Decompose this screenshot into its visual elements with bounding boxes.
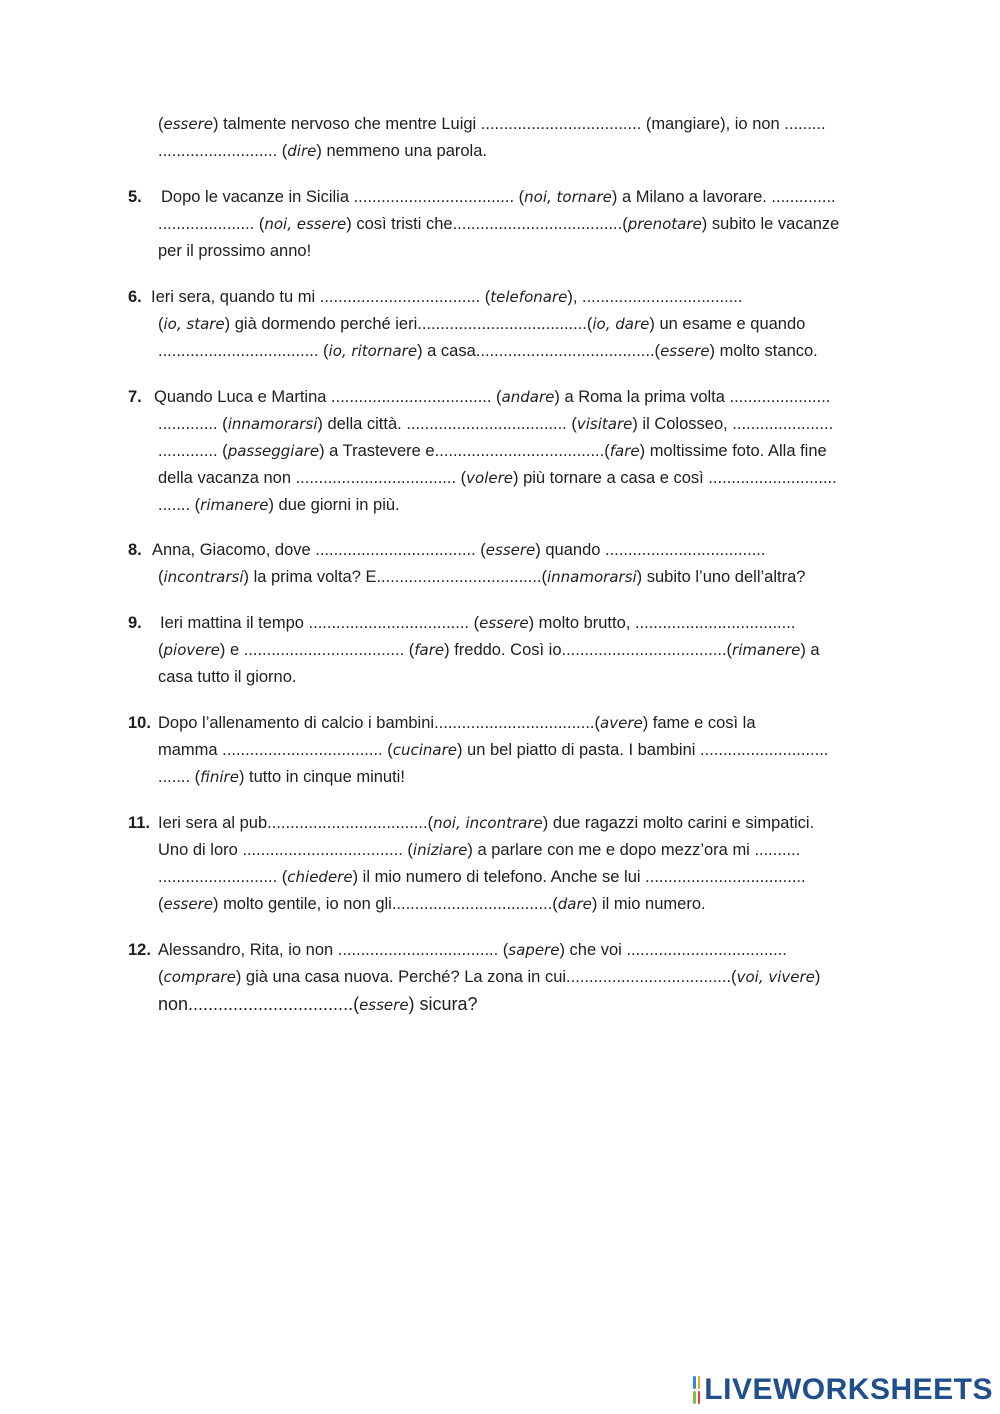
liveworksheets-logo-icon [693, 1376, 700, 1404]
sentence-text: della vacanza non ................................... ( [158, 469, 467, 487]
sentence-text: casa tutto il giorno. [158, 668, 297, 686]
sentence-text: ) a [800, 641, 820, 659]
sentence-text: ............. ( [158, 415, 228, 433]
verb-hint: voi, vivere [736, 968, 815, 986]
sentence-text: Alessandro, Rita, io non ................................... ( [158, 941, 509, 959]
exercise-line [158, 967, 820, 987]
exercise-number: 5. [128, 188, 142, 206]
sentence-text: Ieri mattina il tempo ................................... ( [160, 614, 480, 632]
exercise-line [158, 867, 806, 887]
exercise-line [158, 740, 828, 760]
sentence-text: non.................................( [158, 994, 360, 1014]
exercise-line [158, 840, 800, 860]
exercise-line [158, 414, 833, 434]
exercise-number: 7. [128, 388, 142, 406]
verb-hint: essere [485, 541, 536, 559]
exercise-line [158, 894, 706, 914]
exercise-number: 9. [128, 614, 142, 632]
sentence-text: ) più tornare a casa e così ............................ [513, 469, 837, 487]
verb-hint: innamorarsi [227, 415, 318, 433]
sentence-text: ) a parlare con me e dopo mezz’ora mi .......... [467, 841, 801, 859]
sentence-text: per il prossimo anno! [158, 242, 312, 260]
exercise-number: 10. [128, 714, 151, 732]
exercise-line [158, 468, 837, 488]
sentence-text: Dopo le vacanze in Sicilia ................................... ( [161, 188, 525, 206]
verb-hint: comprare [163, 968, 236, 986]
sentence-text: ) due ragazzi molto carini e simpatici. [542, 814, 815, 832]
liveworksheets-logo [693, 1372, 993, 1408]
sentence-text: ) il Colosseo, ...................... [632, 415, 834, 433]
verb-hint: volere [466, 469, 513, 487]
exercise-number: 11. [128, 814, 151, 832]
verb-hint: noi, incontrare [433, 814, 543, 832]
sentence-text: ) la prima volta? E....................................( [243, 568, 547, 586]
sentence-text: ) due giorni in più. [268, 496, 400, 514]
verb-hint: piovere [163, 641, 220, 659]
sentence-text: ) nemmeno una parola. [316, 142, 487, 160]
exercise-line [158, 141, 487, 161]
sentence-text: Ieri sera al pub...................................( [158, 814, 434, 832]
verb-hint: essere [359, 996, 409, 1014]
verb-hint: io, ritornare [328, 342, 418, 360]
verb-hint: finire [200, 768, 239, 786]
sentence-text: ) sicura? [408, 994, 478, 1014]
sentence-text: ) [814, 968, 821, 986]
verb-hint: essere [163, 115, 213, 133]
sentence-text: ) a Roma la prima volta ...................... [554, 388, 831, 406]
verb-hint: chiedere [287, 868, 353, 886]
sentence-text: ) molto gentile, io non gli...................................( [212, 895, 558, 913]
sentence-text: .......................... ( [158, 142, 288, 160]
verb-hint: io, dare [592, 315, 650, 333]
sentence-text: mamma ................................... ( [158, 741, 393, 759]
sentence-text: ( [158, 115, 164, 133]
sentence-text: Anna, Giacomo, dove ................................... ( [152, 541, 486, 559]
sentence-text: ( [158, 895, 164, 913]
verb-hint: fare [609, 442, 640, 460]
sentence-text: ) molto stanco. [709, 342, 818, 360]
sentence-text: Quando Luca e Martina ................................... ( [154, 388, 502, 406]
verb-hint: prenotare [627, 215, 702, 233]
logo-tile [693, 1391, 696, 1404]
exercise-line [158, 495, 400, 515]
logo-text: LIVEWORKSHEETS [704, 1373, 993, 1406]
sentence-text: ) della città. ................................... ( [317, 415, 577, 433]
sentence-text: ) quando ................................... [535, 541, 766, 559]
sentence-text: ............. ( [158, 442, 228, 460]
sentence-text: .......................... ( [158, 868, 288, 886]
exercise-line [158, 314, 805, 334]
exercise-line [128, 940, 787, 960]
exercise-line [158, 441, 827, 461]
sentence-text: ) a Milano a lavorare. .............. [611, 188, 836, 206]
exercise-line [158, 214, 839, 234]
verb-hint: noi, essere [264, 215, 347, 233]
verb-hint: avere [600, 714, 643, 732]
exercise-line [128, 540, 765, 560]
sentence-text: ..................... ( [158, 215, 265, 233]
verb-hint: essere [163, 895, 213, 913]
exercise-line [158, 667, 297, 687]
verb-hint: dire [287, 142, 317, 160]
sentence-text: ....... ( [158, 768, 201, 786]
sentence-text: ................................... ( [158, 342, 329, 360]
exercise-line [128, 287, 742, 307]
sentence-text: ) fame e così la [642, 714, 756, 732]
verb-hint: fare [414, 641, 445, 659]
exercise-line [128, 387, 830, 407]
sentence-text: ) talmente nervoso che mentre Luigi ................................... (mangiare), io non ......... [212, 115, 826, 133]
verb-hint: telefonare [490, 288, 568, 306]
sentence-text: ) il mio numero. [591, 895, 706, 913]
sentence-text: ) un bel piatto di pasta. I bambini ............................ [456, 741, 829, 759]
exercise-line [158, 640, 820, 660]
sentence-text: ) il mio numero di telefono. Anche se lui ................................... [352, 868, 806, 886]
sentence-text: ) subito le vacanze [701, 215, 840, 233]
sentence-text: ) subito l’uno dell’altra? [636, 568, 806, 586]
verb-hint: innamorarsi [547, 568, 637, 586]
sentence-text: ) già dormendo perché ieri.....................................( [224, 315, 593, 333]
exercise-line [158, 241, 311, 261]
sentence-text: ) un esame e quando [649, 315, 806, 333]
sentence-text: ) così tristi che.....................................( [346, 215, 628, 233]
exercise-line [158, 341, 818, 361]
verb-hint: rimanere [732, 641, 801, 659]
verb-hint: sapere [508, 941, 560, 959]
sentence-text: ) molto brutto, ................................... [528, 614, 796, 632]
exercise-number: 12. [128, 941, 151, 959]
sentence-text: ) freddo. Così io....................................( [444, 641, 733, 659]
sentence-text: ) che voi ................................... [559, 941, 787, 959]
exercise-line [158, 567, 805, 587]
verb-hint: essere [660, 342, 710, 360]
verb-hint: io, stare [163, 315, 225, 333]
sentence-text: Ieri sera, quando tu mi ................................... ( [151, 288, 491, 306]
exercise-line [128, 613, 795, 633]
verb-hint: essere [479, 614, 529, 632]
sentence-text: ....... ( [158, 496, 201, 514]
sentence-text: ) già una casa nuova. Perché? La zona in cui....................................( [235, 968, 737, 986]
sentence-text: ( [158, 968, 164, 986]
sentence-text: ) moltissime foto. Alla fine [639, 442, 827, 460]
sentence-text: ( [158, 641, 164, 659]
verb-hint: incontrarsi [163, 568, 244, 586]
verb-hint: cucinare [392, 741, 457, 759]
sentence-text: Dopo l’allenamento di calcio i bambini...................................( [158, 714, 601, 732]
sentence-text: ), ................................... [567, 288, 743, 306]
logo-tile [698, 1376, 701, 1389]
sentence-text: ) tutto in cinque minuti! [238, 768, 405, 786]
exercise-line [128, 813, 814, 833]
sentence-text: ( [158, 315, 164, 333]
verb-hint: passeggiare [227, 442, 320, 460]
verb-hint: visitare [576, 415, 633, 433]
logo-tile [693, 1376, 696, 1389]
verb-hint: noi, tornare [524, 188, 612, 206]
sentence-text: ( [158, 568, 164, 586]
sentence-text: ) a casa.......................................( [417, 342, 661, 360]
verb-hint: rimanere [200, 496, 269, 514]
logo-tile [698, 1391, 701, 1404]
exercise-number: 6. [128, 288, 142, 306]
sentence-text: ) e ................................... ( [219, 641, 415, 659]
exercise-line [128, 713, 756, 733]
verb-hint: iniziare [412, 841, 468, 859]
sentence-text: Uno di loro ................................... ( [158, 841, 413, 859]
exercise-number: 8. [128, 541, 142, 559]
exercise-line [158, 994, 478, 1015]
verb-hint: dare [557, 895, 592, 913]
sentence-text: ) a Trastevere e.....................................( [319, 442, 610, 460]
exercise-line [128, 187, 836, 207]
exercise-line [158, 114, 826, 134]
verb-hint: andare [501, 388, 555, 406]
exercise-line [158, 767, 405, 787]
